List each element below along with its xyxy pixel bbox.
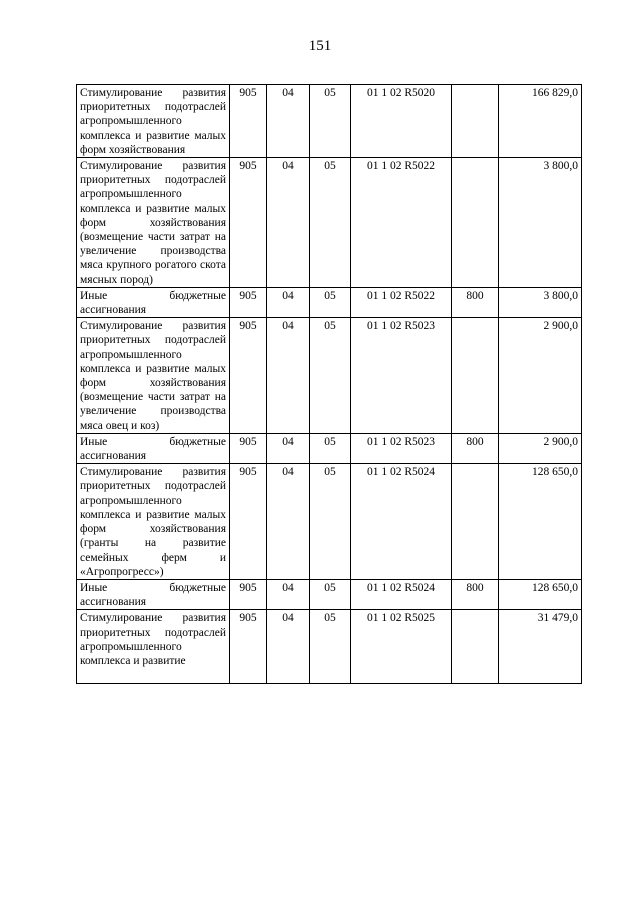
amount: 2 900,0 [499,318,582,434]
row-name: Стимулирование развития приоритетных подотраслей агропромышленного комплекса и развитие малых форм хозяйствования (возмещение части затрат на увеличение производства мяса овец и коз) [77,318,230,434]
target-article-code: 01 1 02 R5020 [351,85,452,158]
table-row [77,433,582,463]
amount: 2 900,0 [499,433,582,463]
table-row [77,318,582,434]
row-name: Стимулирование развития приоритетных подотраслей агропромышленного комплекса и развитие малых форм хозяйствования [77,85,230,158]
table-row [77,579,582,609]
subsection-code: 05 [310,85,351,158]
row-name: Стимулирование развития приоритетных подотраслей агропромышленного комплекса и развитие малых форм хозяйствования (гранты на развитие семейных ферм и «Агропрогресс») [77,464,230,580]
table-row [77,158,582,288]
row-name: Иные бюджетные ассигнования [77,287,230,317]
expense-type-code [452,610,499,684]
ministry-code: 905 [230,610,267,684]
section-code: 04 [267,464,310,580]
target-article-code: 01 1 02 R5023 [351,318,452,434]
section-code: 04 [267,610,310,684]
subsection-code: 05 [310,579,351,609]
row-name: Стимулирование развития приоритетных подотраслей агропромышленного комплекса и развитие малых форм хозяйствования (возмещение части затрат на увеличение производства мяса крупного рогатого скота мясных пород) [77,158,230,288]
section-code: 04 [267,433,310,463]
ministry-code: 905 [230,287,267,317]
ministry-code: 905 [230,433,267,463]
amount: 31 479,0 [499,610,582,684]
expense-type-code: 800 [452,287,499,317]
ministry-code: 905 [230,158,267,288]
ministry-code: 905 [230,464,267,580]
amount: 3 800,0 [499,287,582,317]
amount: 128 650,0 [499,464,582,580]
subsection-code: 05 [310,318,351,434]
amount: 3 800,0 [499,158,582,288]
table-row [77,464,582,580]
subsection-code: 05 [310,433,351,463]
subsection-code: 05 [310,287,351,317]
amount: 128 650,0 [499,579,582,609]
row-name: Иные бюджетные ассигнования [77,433,230,463]
amount: 166 829,0 [499,85,582,158]
ministry-code: 905 [230,318,267,434]
target-article-code: 01 1 02 R5022 [351,158,452,288]
section-code: 04 [267,158,310,288]
target-article-code: 01 1 02 R5024 [351,464,452,580]
target-article-code: 01 1 02 R5024 [351,579,452,609]
page-number: 151 [308,38,332,54]
section-code: 04 [267,579,310,609]
expense-type-code [452,158,499,288]
section-code: 04 [267,287,310,317]
table-row [77,610,582,684]
expense-type-code: 800 [452,579,499,609]
section-code: 04 [267,85,310,158]
target-article-code: 01 1 02 R5023 [351,433,452,463]
ministry-code: 905 [230,579,267,609]
target-article-code: 01 1 02 R5022 [351,287,452,317]
row-name: Стимулирование развития приоритетных подотраслей агропромышленного комплекса и развитие [77,610,230,684]
table-row [77,85,582,158]
ministry-code: 905 [230,85,267,158]
expense-type-code [452,464,499,580]
subsection-code: 05 [310,158,351,288]
expense-type-code: 800 [452,433,499,463]
row-name: Иные бюджетные ассигнования [77,579,230,609]
budget-table [76,84,582,684]
expense-type-code [452,85,499,158]
expense-type-code [452,318,499,434]
target-article-code: 01 1 02 R5025 [351,610,452,684]
table-row [77,287,582,317]
subsection-code: 05 [310,610,351,684]
subsection-code: 05 [310,464,351,580]
section-code: 04 [267,318,310,434]
